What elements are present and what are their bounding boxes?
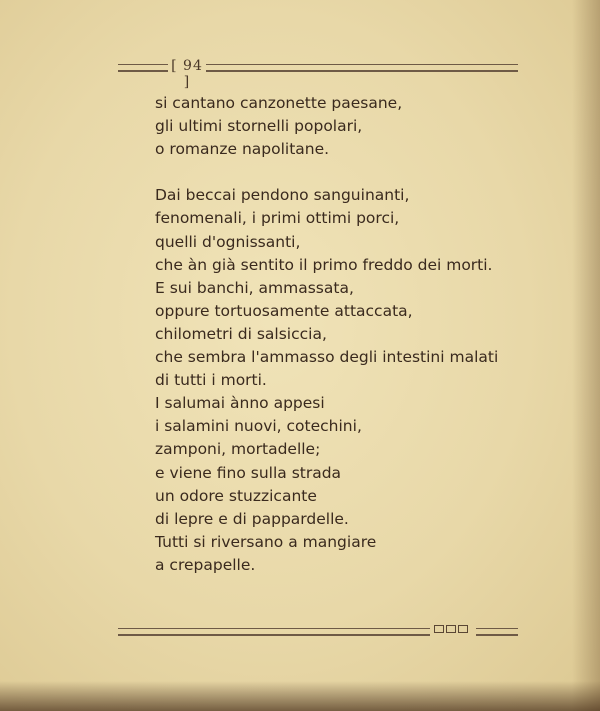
poem-text xyxy=(155,92,515,577)
poem-line: quelli d'ognissanti, xyxy=(155,232,301,251)
poem-line: che àn già sentito il primo freddo dei morti. xyxy=(155,255,493,274)
ornament-square xyxy=(434,625,444,633)
poem-line: fenomenali, i primi ottimi porci, xyxy=(155,209,400,228)
ornament-square xyxy=(458,625,468,633)
poem-line: che sembra l'ammasso degli intestini malati xyxy=(155,348,499,367)
poem-line: un odore stuzzicante xyxy=(155,486,317,505)
poem-line: Tutti si riversano a mangiare xyxy=(155,532,377,551)
poem-line: e viene fino sulla strada xyxy=(155,463,342,482)
page-header xyxy=(118,58,518,90)
poem-line: si cantano canzonette paesane, xyxy=(155,94,403,112)
ornament-square xyxy=(446,625,456,633)
poem-line: o romanze napolitane. xyxy=(155,140,330,159)
poem-line: zamponi, mortadelle; xyxy=(155,440,321,459)
footer-ornament-icon xyxy=(434,625,468,633)
poem-line: Dai beccai pendono sanguinanti, xyxy=(155,186,410,205)
stanza-break xyxy=(155,161,515,184)
poem-line: di lepre e di pappardelle. xyxy=(155,509,349,528)
poem-line: E sui banchi, ammassata, xyxy=(155,278,354,297)
page-number: [ 94 ] xyxy=(171,58,203,90)
poem-line: i salamini nuovi, cotechini, xyxy=(155,417,362,436)
header-rule-left xyxy=(118,64,168,72)
poem-line: oppure tortuosamente attaccata, xyxy=(155,301,413,320)
footer-rule-right xyxy=(476,628,518,636)
poem-line: I salumai ànno appesi xyxy=(155,394,325,413)
page-footer xyxy=(118,624,518,640)
poem-line: a crepapelle. xyxy=(155,555,256,574)
header-rule-right xyxy=(206,64,518,72)
page-bottom-shadow xyxy=(0,681,600,711)
poem-line: di tutti i morti. xyxy=(155,371,267,390)
page-edge-shadow xyxy=(572,0,600,711)
poem-line: chilometri di salsiccia, xyxy=(155,324,327,343)
footer-rule-left xyxy=(118,628,430,636)
poem-line: gli ultimi stornelli popolari, xyxy=(155,117,363,136)
